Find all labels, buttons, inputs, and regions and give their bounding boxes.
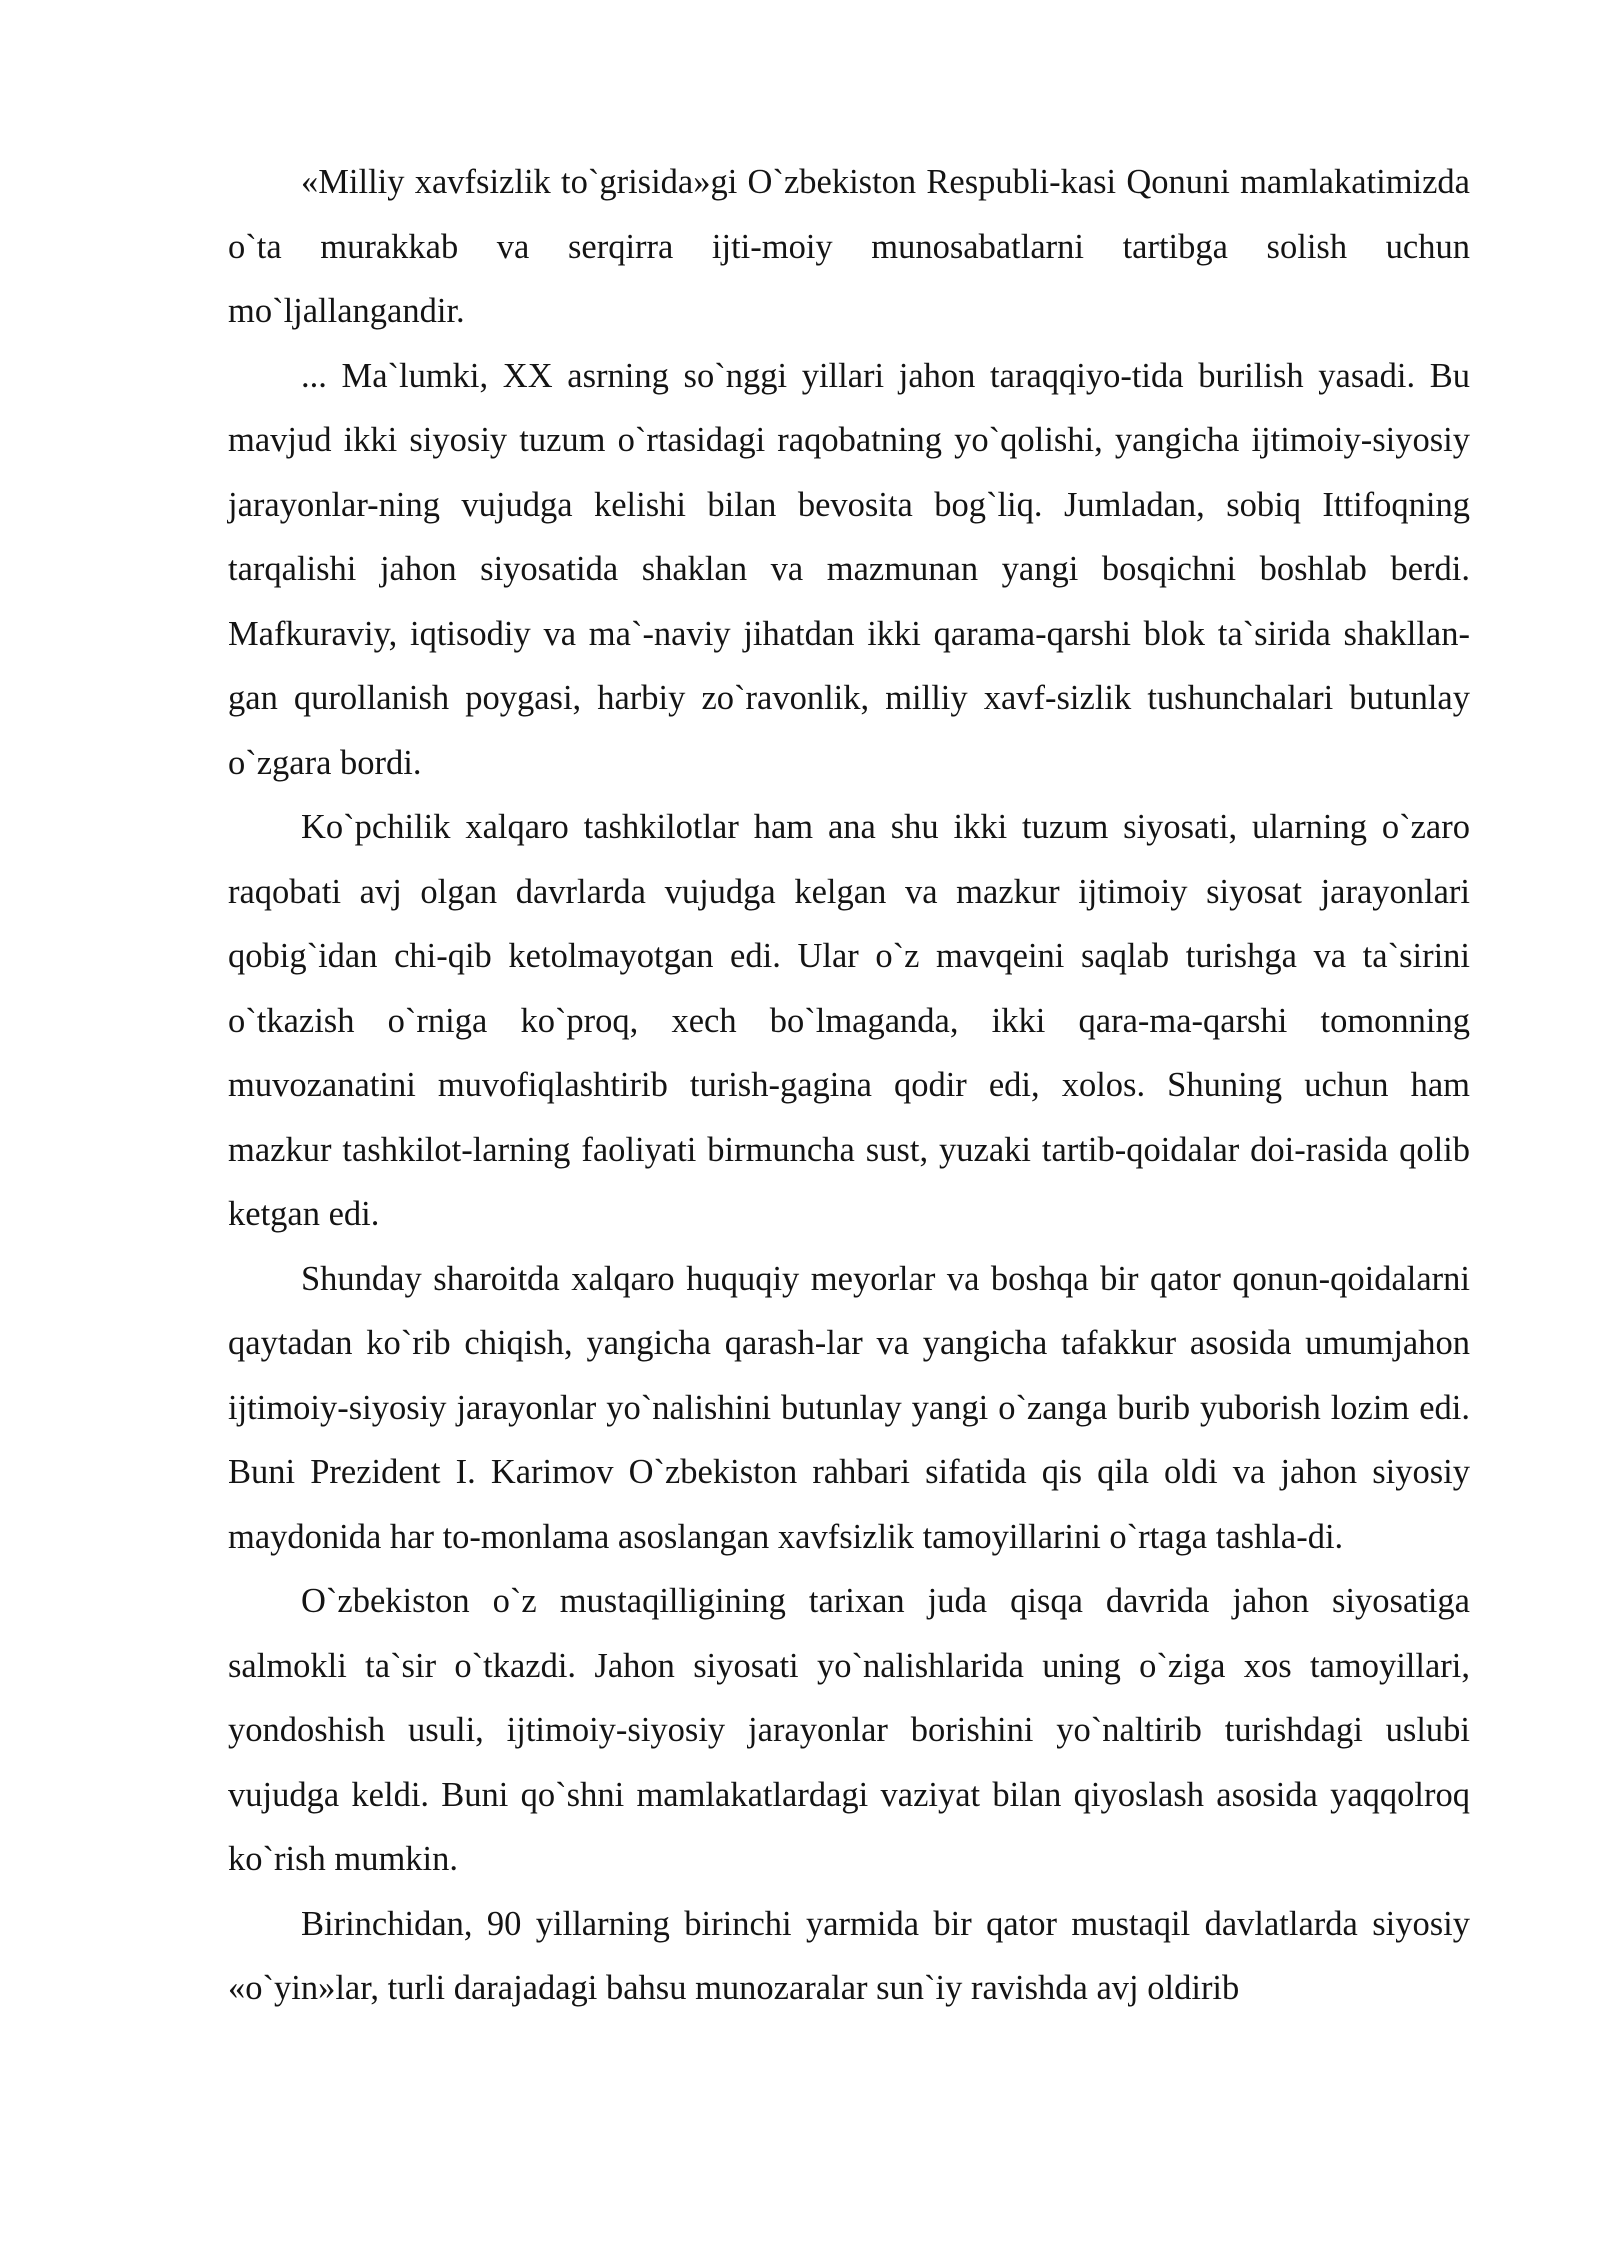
paragraph: ... Ma`lumki, XX asrning so`nggi yillari jahon taraqqiyo-tida burilish yasadi. Bu mavjud ikki siyosiy tuzum o`rtasidagi raqobatning yo`qolishi, yangicha ijtimoiy-siyosiy jarayonlar-ning vujudga kelishi bilan bevosita bog`liq. Jumladan, sobiq Ittifoqning tarqalishi jahon siyosatida shaklan va mazmunan yangi bosqichni boshlab berdi. Mafkuraviy, iqtisodiy va ma`-naviy jihatdan ikki qarama-qarshi blok ta`sirida shakllan-gan qurollanish poygasi, harbiy zo`ravonlik, milliy xavf-sizlik tushunchalari butunlay o`zgara bordi. — [228, 356, 1470, 782]
document-body — [228, 150, 1470, 2021]
paragraph: Ko`pchilik xalqaro tashkilotlar ham ana shu ikki tuzum siyosati, ularning o`zaro raqobati avj olgan davrlarda vujudga kelgan va mazkur ijtimoiy siyosat jarayonlari qobig`idan chi-qib ketolmayotgan edi. Ular o`z mavqeini saqlab turishga va ta`sirini o`tkazish o`rniga ko`proq, xech bo`lmaganda, ikki qara-ma-qarshi tomonning muvozanatini muvofiqlashtirib turish-gagina qodir edi, xolos. Shuning uchun ham mazkur tashkilot-larning faoliyati birmuncha sust, yuzaki tartib-qoidalar doi-rasida qolib ketgan edi. — [228, 808, 1470, 1233]
paragraph: O`zbekiston o`z mustaqilligining tarixan juda qisqa davrida jahon siyosatiga salmokli ta`sir o`tkazdi. Jahon siyosati yo`nalishlarida uning o`ziga xos tamoyillari, yondoshish usuli, ijtimoiy-siyosiy jarayonlar borishini yo`naltirib turishdagi uslubi vujudga keldi. Buni qo`shni mamlakatlardagi vaziyat bilan qiyoslash asosida yaqqolroq ko`rish mumkin. — [228, 1582, 1470, 1878]
paragraph: «Milliy xavfsizlik to`grisida»gi O`zbekiston Respubli-kasi Qonuni mamlakatimizda o`ta murakkab va serqirra ijti-moiy munosabatlarni tartibga solish uchun mo`ljallangandir. — [228, 163, 1470, 330]
paragraph: Birinchidan, 90 yillarning birinchi yarmida bir qator mustaqil davlatlarda siyosiy «o`yin»lar, turli darajadagi bahsu munozaralar sun`iy ravishda avj oldirib — [228, 1904, 1470, 2007]
paragraph: Shunday sharoitda xalqaro huquqiy meyorlar va boshqa bir qator qonun-qoidalarni qaytadan ko`rib chiqish, yangicha qarash-lar va yangicha tafakkur asosida umumjahon ijtimoiy-siyosiy jarayonlar yo`nalishini butunlay yangi o`zanga burib yuborish lozim edi. Buni Prezident I. Karimov O`zbekiston rahbari sifatida qis qila oldi va jahon siyosiy maydonida har to-monlama asoslangan xavfsizlik tamoyillarini o`rtaga tashla-di. — [228, 1259, 1470, 1556]
